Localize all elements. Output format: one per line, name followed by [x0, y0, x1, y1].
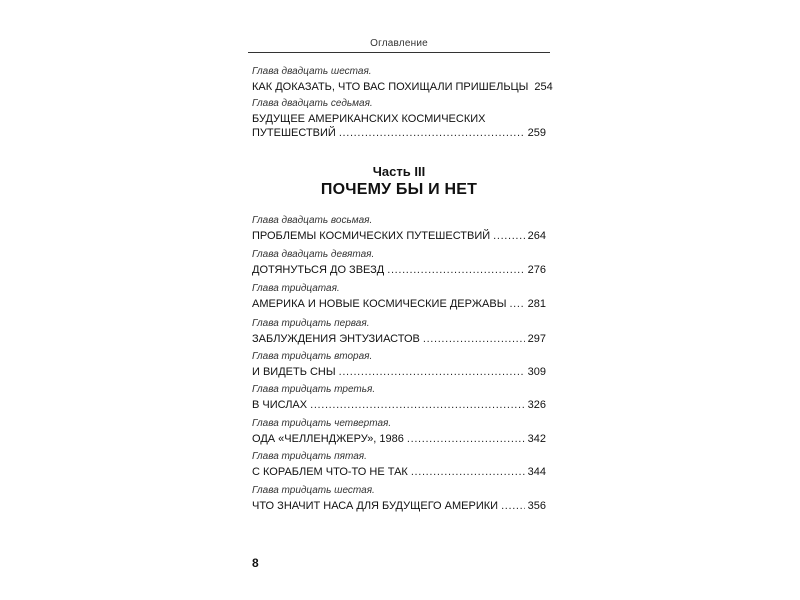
dot-leader: [387, 263, 524, 277]
chapter-title: КАК ДОКАЗАТЬ, ЧТО ВАС ПОХИЩАЛИ ПРИШЕЛЬЦЫ: [252, 81, 529, 93]
toc-line: [252, 297, 546, 311]
page-number: 297: [527, 333, 546, 345]
chapter-title: В ЧИСЛАХ: [252, 399, 308, 411]
toc-entry[interactable]: [252, 485, 546, 513]
dot-leader: [423, 332, 525, 346]
toc-entry[interactable]: [252, 98, 546, 140]
chapter-title: ЧТО ЗНАЧИТ НАСА ДЛЯ БУДУЩЕГО АМЕРИКИ: [252, 500, 499, 512]
chapter-title-line1: БУДУЩЕЕ АМЕРИКАНСКИХ КОСМИЧЕСКИХ: [252, 113, 486, 125]
page-folio: 8: [252, 556, 259, 570]
chapter-label: Глава тридцать шестая.: [252, 485, 375, 496]
chapter-title: АМЕРИКА И НОВЫЕ КОСМИЧЕСКИЕ ДЕРЖАВЫ: [252, 298, 507, 310]
toc-line: [252, 126, 546, 140]
toc-entry[interactable]: [252, 66, 553, 94]
page-number: 281: [527, 298, 546, 310]
dot-leader: [509, 297, 524, 311]
header-rule: [248, 52, 550, 53]
part-title: ПОЧЕМУ БЫ И НЕТ: [320, 181, 478, 198]
chapter-title: ПРОБЛЕМЫ КОСМИЧЕСКИХ ПУТЕШЕСТВИЙ: [252, 230, 491, 242]
chapter-label: Глава тридцать вторая.: [252, 351, 373, 362]
toc-line: [252, 365, 546, 379]
page-number: 276: [527, 264, 546, 276]
page-number: 264: [527, 230, 546, 242]
dot-leader: [339, 126, 525, 140]
page-number: 309: [527, 366, 546, 378]
toc-entry[interactable]: [252, 418, 546, 446]
toc-entry[interactable]: [252, 451, 546, 479]
chapter-label: Глава двадцать восьмая.: [252, 215, 373, 226]
chapter-title: И ВИДЕТЬ СНЫ: [252, 366, 336, 378]
page-number: 259: [527, 127, 546, 139]
toc-entry[interactable]: [252, 384, 546, 412]
chapter-label: Глава тридцать третья.: [252, 384, 376, 395]
page-number: 342: [527, 433, 546, 445]
chapter-label: Глава двадцать девятая.: [252, 249, 375, 260]
dot-leader: [411, 465, 525, 479]
toc-entry[interactable]: [252, 249, 546, 277]
toc-line: [252, 332, 546, 346]
chapter-title: ДОТЯНУТЬСЯ ДО ЗВЕЗД: [252, 264, 385, 276]
toc-line: [252, 465, 546, 479]
dot-leader: [407, 432, 525, 446]
toc-line: [252, 263, 546, 277]
toc-entry[interactable]: [252, 283, 546, 311]
dot-leader: [339, 365, 525, 379]
page-number: 344: [527, 466, 546, 478]
page-number: 356: [527, 500, 546, 512]
page-number: 254: [534, 81, 553, 93]
toc-line: [252, 499, 546, 513]
chapter-label: Глава двадцать шестая.: [252, 66, 372, 77]
toc-line: [252, 80, 553, 94]
page-number: 326: [527, 399, 546, 411]
chapter-label: Глава тридцать четвертая.: [252, 418, 392, 429]
chapter-title: С КОРАБЛЕМ ЧТО-ТО НЕ ТАК: [252, 466, 408, 478]
chapter-label: Глава двадцать седьмая.: [252, 98, 373, 109]
chapter-label: Глава тридцать первая.: [252, 318, 370, 329]
toc-line: [252, 112, 546, 126]
chapter-label: Глава тридцатая.: [252, 283, 340, 294]
toc-line: [252, 398, 546, 412]
dot-leader: [310, 398, 525, 412]
chapter-label: Глава тридцать пятая.: [252, 451, 367, 462]
toc-line: [252, 432, 546, 446]
chapter-title: ПУТЕШЕСТВИЙ: [252, 127, 336, 139]
dot-leader: [501, 499, 525, 513]
toc-entry[interactable]: [252, 318, 546, 346]
toc-entry[interactable]: [252, 351, 546, 379]
chapter-title: ОДА «ЧЕЛЛЕНДЖЕРУ», 1986: [252, 433, 404, 445]
dot-leader: [493, 229, 524, 243]
toc-entry[interactable]: [252, 215, 546, 243]
running-head: Оглавление: [370, 38, 428, 49]
chapter-title: ЗАБЛУЖДЕНИЯ ЭНТУЗИАСТОВ: [252, 333, 420, 345]
part-label: Часть III: [372, 164, 426, 179]
toc-line: [252, 229, 546, 243]
